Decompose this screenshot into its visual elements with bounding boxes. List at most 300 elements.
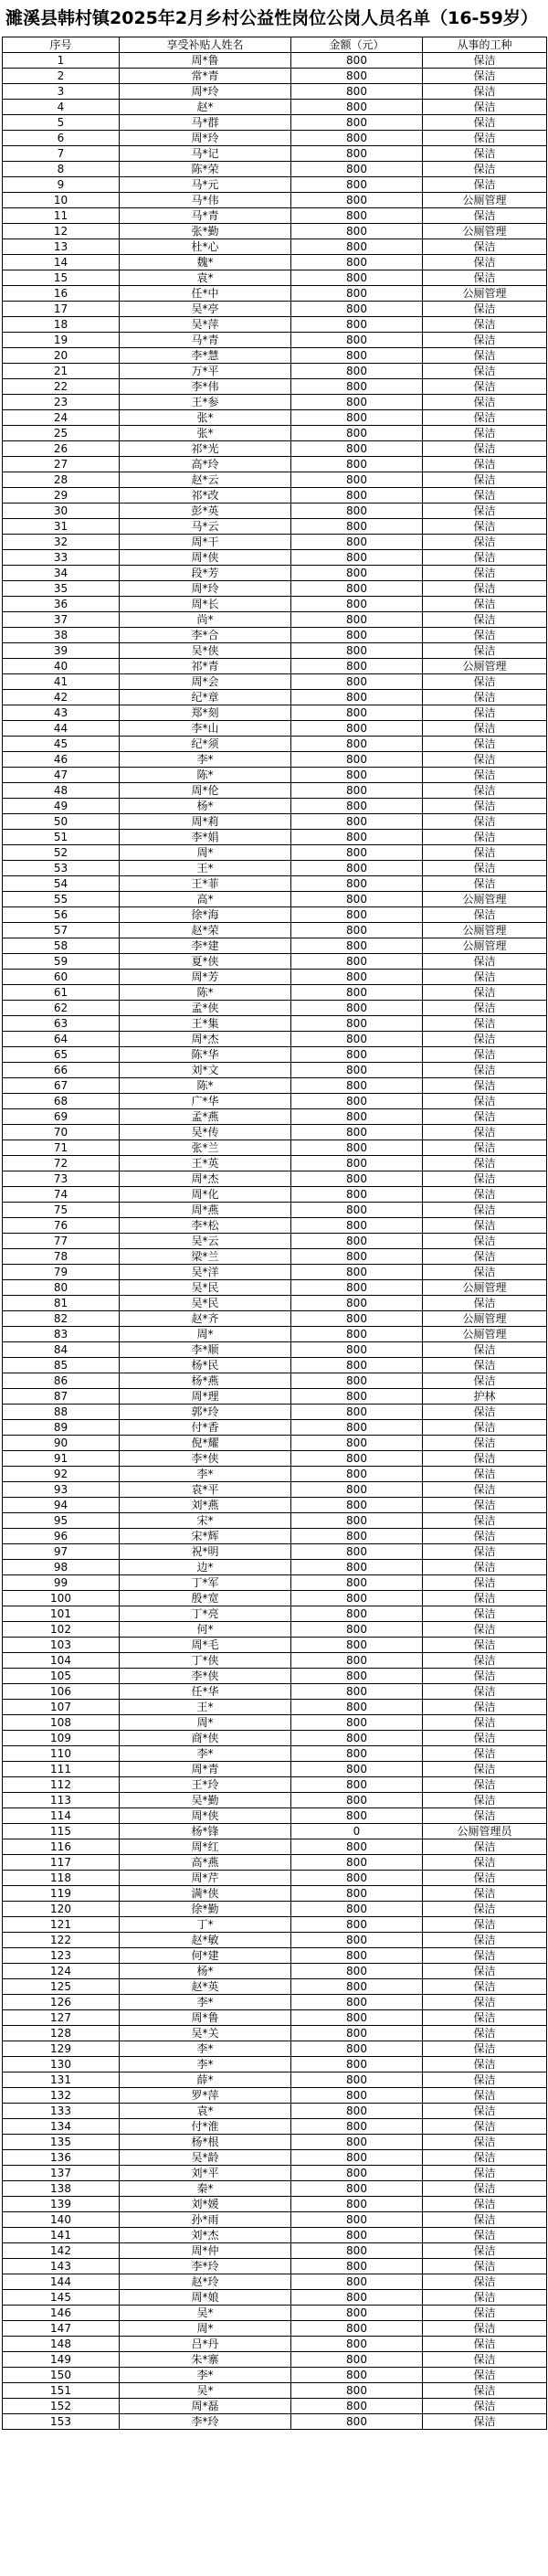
cell-job-type: 保洁 bbox=[423, 907, 547, 923]
cell-recipient-name: 张* bbox=[120, 410, 291, 426]
cell-amount: 800 bbox=[291, 845, 423, 861]
cell-job-type: 保洁 bbox=[423, 783, 547, 799]
cell-serial-number: 74 bbox=[3, 1187, 120, 1203]
cell-amount: 800 bbox=[291, 2212, 423, 2228]
cell-job-type: 保洁 bbox=[423, 2072, 547, 2088]
table-row bbox=[3, 1063, 547, 1078]
cell-job-type: 保洁 bbox=[423, 457, 547, 472]
cell-job-type: 保洁 bbox=[423, 472, 547, 488]
table-row bbox=[3, 2368, 547, 2383]
cell-amount: 800 bbox=[291, 1451, 423, 1467]
cell-amount: 800 bbox=[291, 162, 423, 177]
table-row bbox=[3, 131, 547, 146]
cell-amount: 800 bbox=[291, 597, 423, 612]
cell-job-type: 保洁 bbox=[423, 2259, 547, 2274]
cell-job-type: 保洁 bbox=[423, 1902, 547, 1917]
cell-amount: 800 bbox=[291, 1762, 423, 1777]
cell-recipient-name: 赵*齐 bbox=[120, 1311, 291, 1327]
table-row bbox=[3, 1544, 547, 1560]
cell-recipient-name: 李*松 bbox=[120, 1218, 291, 1234]
cell-amount: 800 bbox=[291, 286, 423, 302]
cell-serial-number: 79 bbox=[3, 1265, 120, 1280]
cell-recipient-name: 赵*云 bbox=[120, 472, 291, 488]
cell-amount: 800 bbox=[291, 2352, 423, 2368]
cell-recipient-name: 倪*耀 bbox=[120, 1436, 291, 1451]
cell-amount: 800 bbox=[291, 317, 423, 333]
cell-job-type: 保洁 bbox=[423, 2383, 547, 2399]
cell-recipient-name: 高* bbox=[120, 892, 291, 907]
cell-serial-number: 87 bbox=[3, 1389, 120, 1405]
cell-amount: 800 bbox=[291, 504, 423, 519]
cell-amount: 800 bbox=[291, 752, 423, 768]
cell-serial-number: 9 bbox=[3, 177, 120, 193]
cell-amount: 800 bbox=[291, 659, 423, 674]
cell-job-type: 保洁 bbox=[423, 752, 547, 768]
cell-amount: 800 bbox=[291, 1855, 423, 1871]
cell-amount: 800 bbox=[291, 1405, 423, 1420]
table-row bbox=[3, 1839, 547, 1855]
cell-amount: 800 bbox=[291, 628, 423, 643]
cell-job-type: 保洁 bbox=[423, 1467, 547, 1482]
cell-recipient-name: 彭*英 bbox=[120, 504, 291, 519]
cell-serial-number: 52 bbox=[3, 845, 120, 861]
cell-recipient-name: 祝*明 bbox=[120, 1544, 291, 1560]
table-row bbox=[3, 2337, 547, 2352]
cell-job-type: 保洁 bbox=[423, 115, 547, 131]
cell-job-type: 保洁 bbox=[423, 2306, 547, 2321]
cell-amount: 800 bbox=[291, 2026, 423, 2041]
cell-amount: 800 bbox=[291, 1265, 423, 1280]
cell-recipient-name: 吴*洋 bbox=[120, 1265, 291, 1280]
cell-job-type: 公厕管理 bbox=[423, 224, 547, 239]
cell-recipient-name: 李*伟 bbox=[120, 379, 291, 395]
table-row bbox=[3, 2119, 547, 2135]
cell-amount: 800 bbox=[291, 1746, 423, 1762]
cell-job-type: 保洁 bbox=[423, 302, 547, 317]
cell-recipient-name: 吴*民 bbox=[120, 1296, 291, 1311]
table-row bbox=[3, 1047, 547, 1063]
cell-recipient-name: 李*慧 bbox=[120, 348, 291, 364]
table-row bbox=[3, 1234, 547, 1249]
cell-job-type: 保洁 bbox=[423, 1513, 547, 1529]
cell-amount: 800 bbox=[291, 1249, 423, 1265]
cell-serial-number: 135 bbox=[3, 2135, 120, 2150]
table-row bbox=[3, 597, 547, 612]
cell-recipient-name: 付*香 bbox=[120, 1420, 291, 1436]
table-row bbox=[3, 1498, 547, 1513]
cell-serial-number: 124 bbox=[3, 1964, 120, 1979]
cell-job-type: 保洁 bbox=[423, 985, 547, 1001]
cell-recipient-name: 周*燕 bbox=[120, 1203, 291, 1218]
table-row bbox=[3, 1125, 547, 1140]
cell-serial-number: 50 bbox=[3, 814, 120, 830]
cell-recipient-name: 梁*兰 bbox=[120, 1249, 291, 1265]
cell-recipient-name: 周* bbox=[120, 1327, 291, 1342]
cell-serial-number: 7 bbox=[3, 146, 120, 162]
table-row bbox=[3, 2197, 547, 2212]
cell-serial-number: 22 bbox=[3, 379, 120, 395]
cell-serial-number: 39 bbox=[3, 643, 120, 659]
cell-amount: 800 bbox=[291, 1964, 423, 1979]
table-row bbox=[3, 1171, 547, 1187]
cell-serial-number: 35 bbox=[3, 581, 120, 597]
cell-serial-number: 150 bbox=[3, 2368, 120, 2383]
cell-serial-number: 107 bbox=[3, 1700, 120, 1715]
cell-recipient-name: 魏* bbox=[120, 255, 291, 270]
cell-job-type: 保洁 bbox=[423, 177, 547, 193]
table-row bbox=[3, 488, 547, 504]
cell-job-type: 保洁 bbox=[423, 1871, 547, 1886]
cell-recipient-name: 杨*根 bbox=[120, 2135, 291, 2150]
cell-amount: 800 bbox=[291, 1653, 423, 1669]
cell-job-type: 保洁 bbox=[423, 1016, 547, 1032]
cell-serial-number: 28 bbox=[3, 472, 120, 488]
cell-recipient-name: 周*会 bbox=[120, 674, 291, 690]
cell-amount: 800 bbox=[291, 1839, 423, 1855]
cell-amount: 800 bbox=[291, 53, 423, 69]
cell-serial-number: 89 bbox=[3, 1420, 120, 1436]
table-row bbox=[3, 115, 547, 131]
cell-job-type: 保洁 bbox=[423, 1793, 547, 1808]
cell-amount: 800 bbox=[291, 2181, 423, 2197]
cell-recipient-name: 万*平 bbox=[120, 364, 291, 379]
cell-recipient-name: 陈*荣 bbox=[120, 162, 291, 177]
cell-serial-number: 77 bbox=[3, 1234, 120, 1249]
cell-recipient-name: 吴*云 bbox=[120, 1234, 291, 1249]
table-row bbox=[3, 814, 547, 830]
cell-serial-number: 14 bbox=[3, 255, 120, 270]
cell-serial-number: 41 bbox=[3, 674, 120, 690]
cell-serial-number: 19 bbox=[3, 333, 120, 348]
cell-job-type: 保洁 bbox=[423, 1047, 547, 1063]
table-row bbox=[3, 1140, 547, 1156]
cell-amount: 800 bbox=[291, 1700, 423, 1715]
cell-job-type: 保洁 bbox=[423, 1498, 547, 1513]
table-row bbox=[3, 1187, 547, 1203]
table-row bbox=[3, 1513, 547, 1529]
table-row bbox=[3, 395, 547, 410]
table-row bbox=[3, 1016, 547, 1032]
cell-job-type: 保洁 bbox=[423, 1405, 547, 1420]
cell-serial-number: 93 bbox=[3, 1482, 120, 1498]
cell-recipient-name: 宋* bbox=[120, 1513, 291, 1529]
cell-serial-number: 44 bbox=[3, 721, 120, 737]
cell-recipient-name: 周*鲁 bbox=[120, 53, 291, 69]
cell-serial-number: 141 bbox=[3, 2228, 120, 2243]
table-row bbox=[3, 177, 547, 193]
table-row bbox=[3, 752, 547, 768]
cell-amount: 800 bbox=[291, 1871, 423, 1886]
cell-serial-number: 8 bbox=[3, 162, 120, 177]
cell-job-type: 保洁 bbox=[423, 1451, 547, 1467]
cell-recipient-name: 吕*丹 bbox=[120, 2337, 291, 2352]
cell-job-type: 保洁 bbox=[423, 348, 547, 364]
cell-recipient-name: 吴*萍 bbox=[120, 317, 291, 333]
cell-job-type: 保洁 bbox=[423, 612, 547, 628]
cell-recipient-name: 边* bbox=[120, 1560, 291, 1575]
cell-amount: 800 bbox=[291, 861, 423, 876]
table-row bbox=[3, 737, 547, 752]
cell-recipient-name: 杨*锋 bbox=[120, 1824, 291, 1839]
cell-recipient-name: 杨*民 bbox=[120, 1358, 291, 1373]
table-row bbox=[3, 1902, 547, 1917]
cell-serial-number: 140 bbox=[3, 2212, 120, 2228]
table-row bbox=[3, 1467, 547, 1482]
roster-body bbox=[3, 53, 547, 2430]
cell-amount: 800 bbox=[291, 1140, 423, 1156]
cell-serial-number: 85 bbox=[3, 1358, 120, 1373]
table-row bbox=[3, 1886, 547, 1902]
cell-amount: 800 bbox=[291, 1358, 423, 1373]
cell-recipient-name: 王*集 bbox=[120, 1016, 291, 1032]
table-row bbox=[3, 1591, 547, 1606]
cell-amount: 800 bbox=[291, 783, 423, 799]
table-row bbox=[3, 845, 547, 861]
cell-job-type: 保洁 bbox=[423, 1156, 547, 1171]
cell-amount: 800 bbox=[291, 1078, 423, 1094]
cell-job-type: 保洁 bbox=[423, 566, 547, 581]
cell-amount: 800 bbox=[291, 2274, 423, 2290]
cell-serial-number: 2 bbox=[3, 69, 120, 84]
cell-job-type: 保洁 bbox=[423, 395, 547, 410]
table-row bbox=[3, 1265, 547, 1280]
cell-serial-number: 81 bbox=[3, 1296, 120, 1311]
cell-recipient-name: 祁*青 bbox=[120, 659, 291, 674]
cell-serial-number: 125 bbox=[3, 1979, 120, 1995]
cell-amount: 800 bbox=[291, 131, 423, 146]
table-row bbox=[3, 270, 547, 286]
table-row bbox=[3, 1917, 547, 1933]
cell-amount: 800 bbox=[291, 395, 423, 410]
cell-job-type: 保洁 bbox=[423, 1638, 547, 1653]
cell-job-type: 保洁 bbox=[423, 876, 547, 892]
cell-recipient-name: 李*娟 bbox=[120, 830, 291, 845]
cell-amount: 0 bbox=[291, 1824, 423, 1839]
table-row bbox=[3, 566, 547, 581]
cell-recipient-name: 纪*须 bbox=[120, 737, 291, 752]
cell-serial-number: 116 bbox=[3, 1839, 120, 1855]
table-row bbox=[3, 1979, 547, 1995]
cell-serial-number: 98 bbox=[3, 1560, 120, 1575]
table-row bbox=[3, 208, 547, 224]
cell-serial-number: 99 bbox=[3, 1575, 120, 1591]
cell-amount: 800 bbox=[291, 674, 423, 690]
cell-amount: 800 bbox=[291, 690, 423, 705]
cell-recipient-name: 陈*华 bbox=[120, 1047, 291, 1063]
cell-recipient-name: 尚* bbox=[120, 612, 291, 628]
cell-amount: 800 bbox=[291, 457, 423, 472]
cell-amount: 800 bbox=[291, 1280, 423, 1296]
table-row bbox=[3, 1032, 547, 1047]
cell-serial-number: 131 bbox=[3, 2072, 120, 2088]
cell-recipient-name: 秦* bbox=[120, 2181, 291, 2197]
cell-job-type: 保洁 bbox=[423, 2321, 547, 2337]
cell-job-type: 保洁 bbox=[423, 2026, 547, 2041]
table-row bbox=[3, 690, 547, 705]
cell-amount: 800 bbox=[291, 193, 423, 208]
table-row bbox=[3, 1001, 547, 1016]
cell-serial-number: 32 bbox=[3, 535, 120, 550]
cell-job-type: 公厕管理员 bbox=[423, 1824, 547, 1839]
cell-recipient-name: 广*华 bbox=[120, 1094, 291, 1109]
cell-job-type: 保洁 bbox=[423, 146, 547, 162]
table-row bbox=[3, 239, 547, 255]
cell-recipient-name: 赵*敏 bbox=[120, 1933, 291, 1948]
table-row bbox=[3, 2135, 547, 2150]
cell-serial-number: 71 bbox=[3, 1140, 120, 1156]
table-row bbox=[3, 53, 547, 69]
cell-recipient-name: 朱*寨 bbox=[120, 2352, 291, 2368]
cell-job-type: 保洁 bbox=[423, 1964, 547, 1979]
cell-recipient-name: 丁* bbox=[120, 1917, 291, 1933]
table-row bbox=[3, 426, 547, 441]
cell-amount: 800 bbox=[291, 1606, 423, 1622]
cell-serial-number: 105 bbox=[3, 1669, 120, 1684]
cell-recipient-name: 罗*萍 bbox=[120, 2088, 291, 2104]
cell-serial-number: 94 bbox=[3, 1498, 120, 1513]
cell-job-type: 保洁 bbox=[423, 2088, 547, 2104]
table-row bbox=[3, 985, 547, 1001]
cell-job-type: 公厕管理 bbox=[423, 193, 547, 208]
cell-recipient-name: 马*元 bbox=[120, 177, 291, 193]
cell-amount: 800 bbox=[291, 379, 423, 395]
cell-amount: 800 bbox=[291, 1420, 423, 1436]
cell-recipient-name: 宋*辉 bbox=[120, 1529, 291, 1544]
cell-serial-number: 18 bbox=[3, 317, 120, 333]
table-row bbox=[3, 2243, 547, 2259]
cell-serial-number: 4 bbox=[3, 100, 120, 115]
cell-amount: 800 bbox=[291, 1622, 423, 1638]
cell-job-type: 保洁 bbox=[423, 721, 547, 737]
cell-amount: 800 bbox=[291, 1342, 423, 1358]
cell-recipient-name: 周* bbox=[120, 1715, 291, 1731]
cell-job-type: 保洁 bbox=[423, 1063, 547, 1078]
cell-job-type: 保洁 bbox=[423, 2057, 547, 2072]
table-row bbox=[3, 830, 547, 845]
roster-table bbox=[2, 37, 547, 2430]
header-recipient-name: 享受补贴人姓名 bbox=[120, 37, 291, 53]
cell-serial-number: 122 bbox=[3, 1933, 120, 1948]
cell-recipient-name: 刘*文 bbox=[120, 1063, 291, 1078]
table-row bbox=[3, 1482, 547, 1498]
cell-amount: 800 bbox=[291, 1187, 423, 1203]
table-row bbox=[3, 1746, 547, 1762]
cell-recipient-name: 马*群 bbox=[120, 115, 291, 131]
table-row bbox=[3, 1808, 547, 1824]
cell-recipient-name: 徐*勤 bbox=[120, 1902, 291, 1917]
table-row bbox=[3, 1933, 547, 1948]
cell-serial-number: 61 bbox=[3, 985, 120, 1001]
cell-recipient-name: 刘*平 bbox=[120, 2166, 291, 2181]
cell-serial-number: 48 bbox=[3, 783, 120, 799]
cell-amount: 800 bbox=[291, 1296, 423, 1311]
cell-job-type: 保洁 bbox=[423, 1234, 547, 1249]
table-row bbox=[3, 1622, 547, 1638]
cell-job-type: 保洁 bbox=[423, 535, 547, 550]
cell-amount: 800 bbox=[291, 115, 423, 131]
cell-serial-number: 82 bbox=[3, 1311, 120, 1327]
cell-job-type: 保洁 bbox=[423, 1436, 547, 1451]
table-row bbox=[3, 2057, 547, 2072]
cell-amount: 800 bbox=[291, 2166, 423, 2181]
cell-job-type: 保洁 bbox=[423, 1203, 547, 1218]
cell-serial-number: 42 bbox=[3, 690, 120, 705]
table-row bbox=[3, 783, 547, 799]
table-row bbox=[3, 84, 547, 100]
cell-recipient-name: 丁*军 bbox=[120, 1575, 291, 1591]
cell-serial-number: 51 bbox=[3, 830, 120, 845]
cell-recipient-name: 王* bbox=[120, 1700, 291, 1715]
cell-job-type: 保洁 bbox=[423, 1684, 547, 1700]
cell-job-type: 保洁 bbox=[423, 799, 547, 814]
table-row bbox=[3, 1405, 547, 1420]
cell-job-type: 保洁 bbox=[423, 830, 547, 845]
table-row bbox=[3, 317, 547, 333]
cell-serial-number: 53 bbox=[3, 861, 120, 876]
cell-job-type: 保洁 bbox=[423, 2414, 547, 2430]
cell-recipient-name: 周*杰 bbox=[120, 1171, 291, 1187]
cell-amount: 800 bbox=[291, 1125, 423, 1140]
cell-serial-number: 144 bbox=[3, 2274, 120, 2290]
cell-serial-number: 110 bbox=[3, 1746, 120, 1762]
table-row bbox=[3, 302, 547, 317]
cell-serial-number: 16 bbox=[3, 286, 120, 302]
cell-job-type: 保洁 bbox=[423, 2228, 547, 2243]
cell-serial-number: 128 bbox=[3, 2026, 120, 2041]
table-row bbox=[3, 255, 547, 270]
cell-serial-number: 90 bbox=[3, 1436, 120, 1451]
cell-serial-number: 1 bbox=[3, 53, 120, 69]
cell-serial-number: 119 bbox=[3, 1886, 120, 1902]
table-row bbox=[3, 1948, 547, 1964]
cell-job-type: 保洁 bbox=[423, 1855, 547, 1871]
cell-amount: 800 bbox=[291, 581, 423, 597]
table-row bbox=[3, 1793, 547, 1808]
cell-recipient-name: 李*合 bbox=[120, 628, 291, 643]
cell-job-type: 保洁 bbox=[423, 1979, 547, 1995]
cell-amount: 800 bbox=[291, 1203, 423, 1218]
cell-job-type: 保洁 bbox=[423, 628, 547, 643]
cell-serial-number: 24 bbox=[3, 410, 120, 426]
table-row bbox=[3, 892, 547, 907]
table-row bbox=[3, 799, 547, 814]
cell-serial-number: 91 bbox=[3, 1451, 120, 1467]
cell-serial-number: 121 bbox=[3, 1917, 120, 1933]
cell-serial-number: 76 bbox=[3, 1218, 120, 1234]
cell-serial-number: 64 bbox=[3, 1032, 120, 1047]
table-row bbox=[3, 938, 547, 954]
header-job-type: 从事的工种 bbox=[423, 37, 547, 53]
cell-job-type: 保洁 bbox=[423, 845, 547, 861]
cell-job-type: 公厕管理 bbox=[423, 1311, 547, 1327]
cell-serial-number: 34 bbox=[3, 566, 120, 581]
cell-job-type: 保洁 bbox=[423, 1032, 547, 1047]
cell-amount: 800 bbox=[291, 1016, 423, 1032]
cell-amount: 800 bbox=[291, 1218, 423, 1234]
cell-job-type: 保洁 bbox=[423, 1373, 547, 1389]
cell-serial-number: 17 bbox=[3, 302, 120, 317]
cell-serial-number: 15 bbox=[3, 270, 120, 286]
cell-amount: 800 bbox=[291, 1793, 423, 1808]
table-row bbox=[3, 2150, 547, 2166]
cell-job-type: 保洁 bbox=[423, 1482, 547, 1498]
cell-recipient-name: 李* bbox=[120, 752, 291, 768]
cell-serial-number: 21 bbox=[3, 364, 120, 379]
cell-recipient-name: 孟*侠 bbox=[120, 1001, 291, 1016]
cell-amount: 800 bbox=[291, 488, 423, 504]
cell-job-type: 保洁 bbox=[423, 1171, 547, 1187]
cell-serial-number: 111 bbox=[3, 1762, 120, 1777]
